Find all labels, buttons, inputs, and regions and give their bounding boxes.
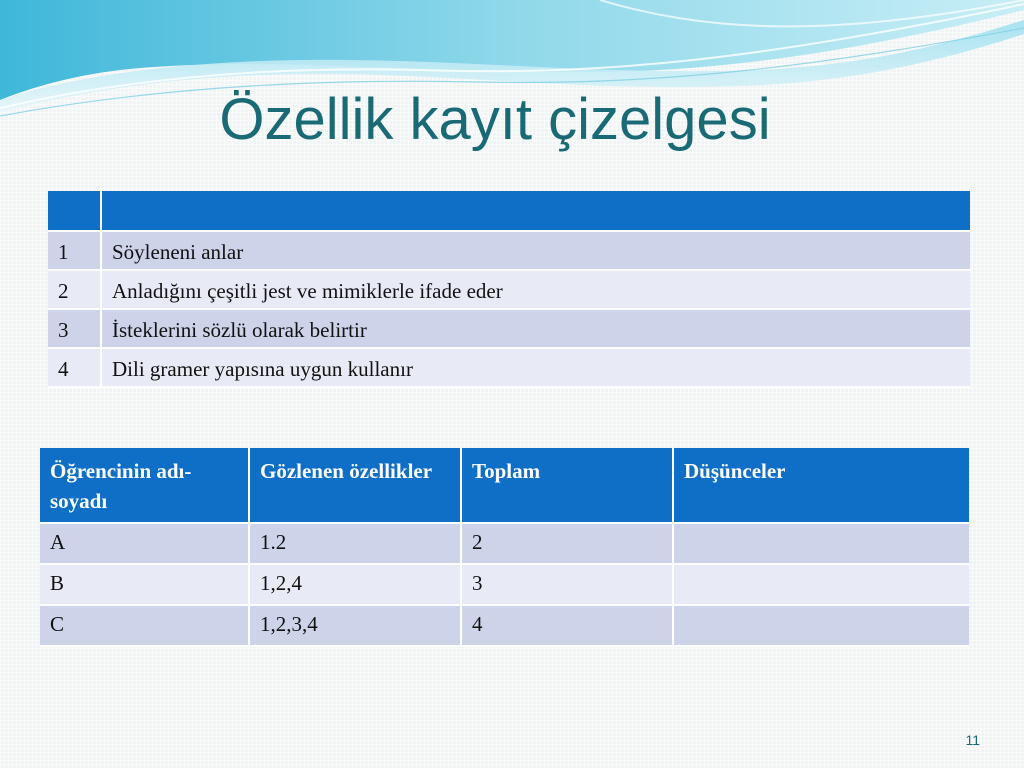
features-header-num (48, 191, 102, 232)
table-row (48, 271, 970, 310)
feature-num: 1 (48, 232, 102, 271)
student-total: 4 (462, 606, 674, 647)
features-table (48, 191, 970, 388)
table-row (48, 349, 970, 388)
student-features: 1,2,3,4 (250, 606, 462, 647)
student-name: C (40, 606, 250, 647)
table-row (40, 565, 969, 606)
header-total: Toplam (462, 448, 674, 524)
feature-num: 3 (48, 310, 102, 349)
header-student-name: Öğrencinin adı-soyadı (40, 448, 250, 524)
feature-num: 4 (48, 349, 102, 388)
feature-num: 2 (48, 271, 102, 310)
student-notes (674, 524, 969, 565)
student-features: 1.2 (250, 524, 462, 565)
feature-text: Söyleneni anlar (102, 232, 970, 271)
table-row (40, 606, 969, 647)
slide-title: Özellik kayıt çizelgesi (219, 87, 771, 152)
header-notes: Düşünceler (674, 448, 969, 524)
table-row (48, 232, 970, 271)
student-total: 3 (462, 565, 674, 606)
student-total: 2 (462, 524, 674, 565)
feature-text: İsteklerini sözlü olarak belirtir (102, 310, 970, 349)
feature-text: Dili gramer yapısına uygun kullanır (102, 349, 970, 388)
student-name: A (40, 524, 250, 565)
student-features: 1,2,4 (250, 565, 462, 606)
table-row (40, 524, 969, 565)
features-header-row (48, 191, 970, 232)
student-notes (674, 565, 969, 606)
students-header-row (40, 448, 969, 524)
features-header-text (102, 191, 970, 232)
page-number: 11 (965, 732, 980, 748)
students-table (40, 448, 969, 647)
header-observed-features: Gözlenen özellikler (250, 448, 462, 524)
student-notes (674, 606, 969, 647)
student-name: B (40, 565, 250, 606)
table-row (48, 310, 970, 349)
feature-text: Anladığını çeşitli jest ve mimiklerle ifade eder (102, 271, 970, 310)
